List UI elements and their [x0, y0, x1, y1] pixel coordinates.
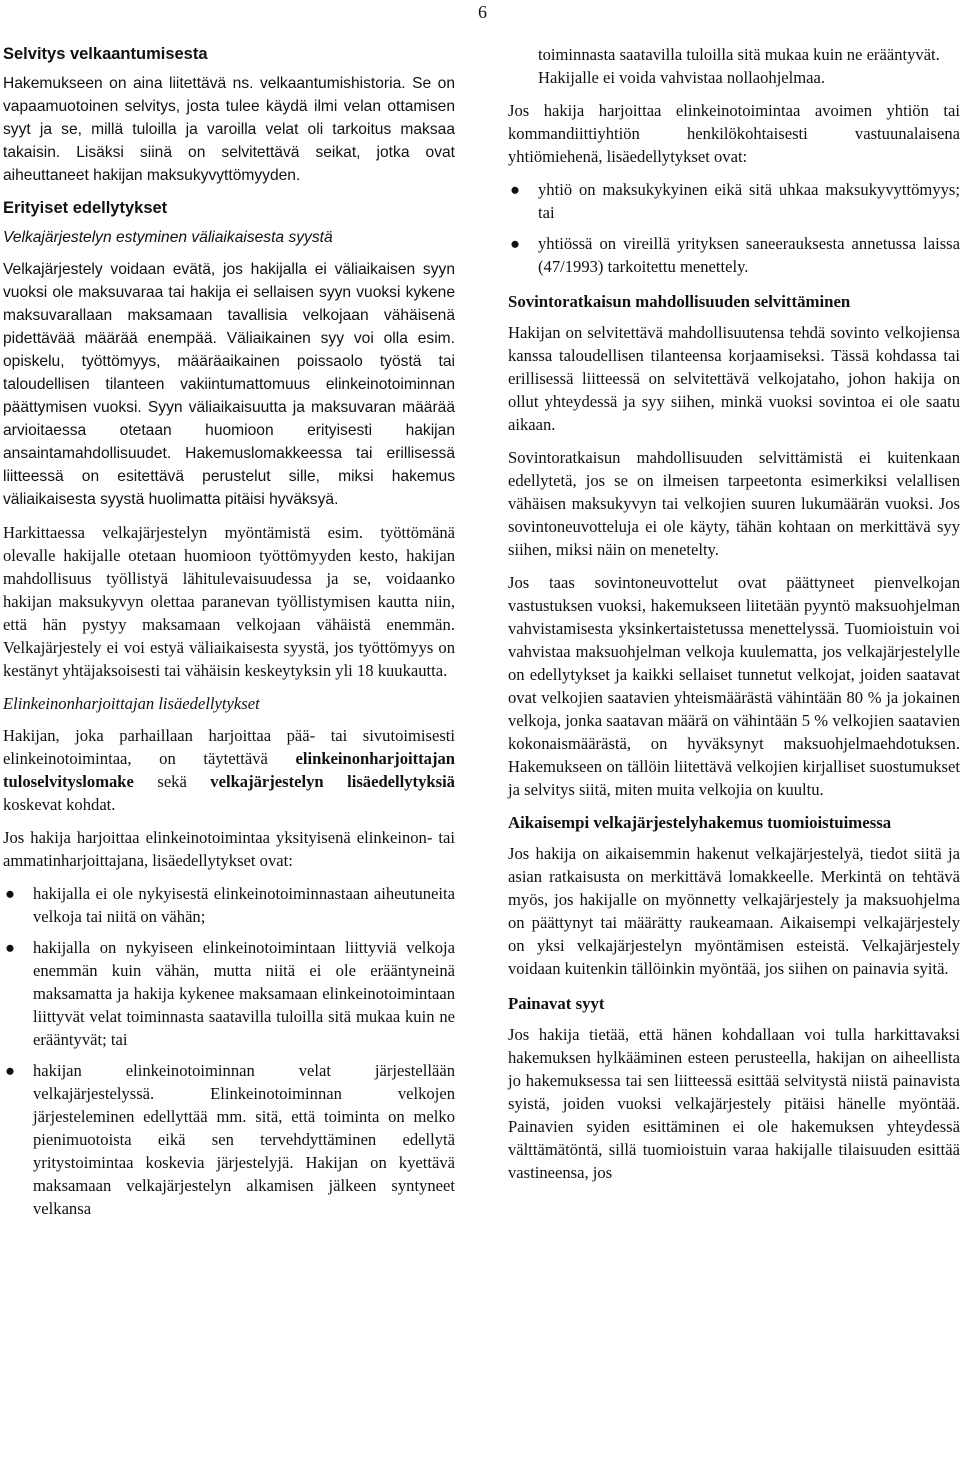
list-item-text: hakijalla ei ole nykyisestä elinkeinotoiminnastaan aiheutuneita velkoja tai niitä on vähän;	[33, 884, 455, 926]
left-column	[3, 43, 455, 1230]
paragraph-elinkeino-lomake	[3, 724, 455, 816]
list-item	[3, 1059, 455, 1220]
paragraph-continued: toiminnasta saatavilla tuloilla sitä mukaa kuin ne erääntyvät. Hakijalle ei voida vahvistaa nollaohjelmaa.	[538, 45, 940, 87]
paragraph-tyottomyys: Harkittaessa velkajärjestelyn myöntämistä esim. työttömänä olevalle hakijalle otetaan huomioon työttömyyden kesto, hakijan mahdollisuus työllistyä lähitulevaisuudessa ja se, voidaanko hakijan maksukyvyn olettaa paranevan työllistymisen kautta niin, että hän pystyy maksamaan velkojaan vähäistä enemmän. Velkajärjestely ei voi estyä väliaikaisesta syystä, jos työttömyys on kestänyt yhtäjaksoisesti tai vähäisin keskeytyksin yli 18 kuukautta.	[3, 523, 455, 680]
list-item	[3, 936, 455, 1051]
subheading-valiaikainen: Velkajärjestelyn estyminen väliaikaisesta syystä	[3, 229, 333, 246]
list-item-text: hakijalla on nykyiseen elinkeinotoimintaan liittyviä velkoja enemmän kuin vähän, mutta niitä ei ole erääntyneinä maksamatta ja hakija kykenee maksamaan elinkeinotoimintaan liittyvät velat toiminnasta saatavilla tuloilla sitä mukaa kuin ne erääntyvät; tai	[33, 938, 455, 1049]
paragraph-pienvelkoja: Jos taas sovintoneuvottelut ovat päättyneet pienvelkojan vastustuksen vuoksi, hakemukseen liitetään pyyntö maksuohjelman vahvistamisesta yksinkertaistetussa menettelyssä. Tuomioistuin voi vahvistaa maksuohjelman velkoja kuulematta, jos velkajärjestelylle on edellytykset ja kaikki sellaiset tunnetut velkojat, joiden saatavat ovat velkojien saatavien yhteismäärästä vähintään 80 % ja jokainen velkoja, jonka saatavan määrä on vähintään 5 % velkojien saatavien kokonaismäärästä, on hyväksynyt maksuohjelmaehdotuksen. Hakemukseen on tällöin liitettävä velkojien kirjalliset suostumukset ja selvitys siitä, miten muita velkojia on kuultu.	[508, 573, 960, 799]
list-item	[508, 232, 960, 278]
paragraph-sovinto-tarpeeton: Sovintoratkaisun mahdollisuuden selvittämistä ei kuitenkaan edellytetä, jos se on ilmeisen tarpeetonta esimerkiksi velallisen vähäisen maksukyvyn tai velkojien suuren lukumäärän vuoksi. Jos sovintoneuvotteluja ei ole käyty, tähän kohtaan on merkittävä syy siihen, miksi näin on menetelty.	[508, 448, 960, 559]
right-column	[508, 43, 960, 1184]
text-run: sekä	[133, 772, 211, 791]
bullet-icon: ●	[5, 884, 16, 903]
list-item	[3, 882, 455, 928]
section-heading-sovinto: Sovintoratkaisun mahdollisuuden selvittäminen	[508, 292, 851, 311]
bold-form-name: elinkeinonharjoittajan tuloselvityslomake	[3, 749, 455, 791]
section-heading-velkaantuminen: Selvitys velkaantumisesta	[3, 45, 208, 63]
paragraph-yhtiomies: Jos hakija harjoittaa elinkeinotoimintaa avoimen yhtiön tai kommandiittiyhtiön henkilökohtaisesti vastuunalaisena yhtiömiehenä, lisäedellytykset ovat:	[508, 101, 960, 166]
list-item-text: yhtiössä on vireillä yrityksen saneerauksesta annetussa laissa (47/1993) tarkoitettu menettely.	[538, 234, 960, 276]
section-heading-painavat: Painavat syyt	[508, 994, 605, 1013]
paragraph-sovinto: Hakijan on selvitettävä mahdollisuutensa tehdä sovinto velkojiensa kanssa taloudellisen tilanteensa korjaamiseksi. Tässä kohdassa tai erillisessä liitteessä on selvitettävä velkojataho, johon hakija on ollut yhteydessä ja syy siihen, minkä vuoksi sovintoa ei ole saatu aikaan.	[508, 323, 960, 434]
list-item	[508, 178, 960, 224]
text-run: Hakijan, joka parhaillaan harjoittaa pää- tai sivutoimisesti elinkeinotoimintaa, on täytettävä	[3, 726, 455, 768]
list-item-text: yhtiö on maksukykyinen eikä sitä uhkaa maksukyvyttömyys; tai	[538, 180, 960, 222]
bullet-list-yhtio	[508, 178, 960, 278]
paragraph-velkaantumishistoria: Hakemukseen on aina liitettävä ns. velkaantumishistoria. Se on vapaamuotoinen selvitys, josta tulee käydä ilmi velan ottamisen syyt ja se, millä tuloilla ja varoilla velat oli tarkoitus maksaa takaisin. Lisäksi siinä on selvitettävä seikat, jotka ovat aiheuttaneet hakijan maksukyvyttömyyden.	[3, 75, 455, 184]
section-heading-erityiset: Erityiset edellytykset	[3, 199, 168, 217]
page-number: 6	[478, 2, 487, 22]
paragraph-valiaikainen-syy: Velkajärjestely voidaan evätä, jos hakijalla ei väliaikaisen syyn vuoksi ole maksuvaraa tai hakija ei sellaisen syyn vuoksi kykene maksuvarallaan maksamaan tavallisia velkojaan vähäisenä pidettävää määrää enempää. Väliaikainen syy voi olla esim. opiskelu, työttömyys, määräaikainen poissaolo työstä tai taloudellisen tilanteen vakiintumattomuus elinkeinotoiminnan päättymisen vuoksi. Syyn väliaikaisuutta ja maksuvaran määrää arvioitaessa otetaan huomioon erityisesti hakijan ansaintamahdollisuudet. Hakemuslomakkeessa tai erillisessä liitteessä on esitettävä perustelut sille, miksi hakemus väliaikaisesta syystä huolimatta pitäisi hyväksyä.	[3, 261, 455, 508]
paragraph-aikaisempi: Jos hakija on aikaisemmin hakenut velkajärjestelyä, tiedot siitä ja asian ratkaisusta on merkittävä lomakkeelle. Merkintä on tehtävä myös, jos hakijalle on myönnetty velkajärjestely ja maksuohjelma on päättynyt tai määrätty raukeamaan. Aikaisempi velkajärjestely on yksi velkajärjestelyn myöntämisen esteistä. Velkajärjestely voidaan kuitenkin tällöinkin myöntää, jos siihen on painavia syitä.	[508, 844, 960, 978]
bullet-icon: ●	[5, 938, 16, 957]
subheading-elinkeino: Elinkeinonharjoittajan lisäedellytykset	[3, 694, 260, 713]
bullet-icon: ●	[510, 180, 521, 199]
bold-form-section: velkajärjestelyn lisäedellytyksiä	[210, 772, 455, 791]
section-heading-aikaisempi: Aikaisempi velkajärjestelyhakemus tuomioistuimessa	[508, 813, 892, 832]
text-run: koskevat kohdat.	[3, 795, 116, 814]
list-item-text: hakijan elinkeinotoiminnan velat järjestellään velkajärjestelyssä. Elinkeinotoiminnan velkojen järjesteleminen edellyttää mm. sitä, että toiminta on melko pienimuotoista eikä sen tervehdyttäminen edellytä yritystoimintaa koskevia järjestelyjä. Hakijan on kyettävä maksamaan velkajärjestelyn alkamisen jälkeen syntyneet velkansa	[33, 1061, 455, 1218]
bullet-icon: ●	[5, 1061, 16, 1080]
paragraph-painavat: Jos hakija tietää, että hänen kohdallaan voi tulla harkittavaksi hakemuksen hylkääminen esteen perusteella, hakijan on aiheellista jo hakemuksessa tai sen liitteessä esittää selvitystä niistä painavista syistä, joiden vuoksi velkajärjestely pitäisi hänelle myöntää. Painavien syiden esittäminen ei ole hakemuksen yhteydessä välttämätöntä, sillä tuomioistuin varaa hakijalle tilaisuuden esittää vastineensa, jos	[508, 1025, 960, 1182]
paragraph-yksityinen: Jos hakija harjoittaa elinkeinotoimintaa yksityisenä elinkeinon- tai ammatinharjoittajana, lisäedellytykset ovat:	[3, 828, 455, 870]
bullet-list-yksityinen	[3, 882, 455, 1220]
bullet-icon: ●	[510, 234, 521, 253]
